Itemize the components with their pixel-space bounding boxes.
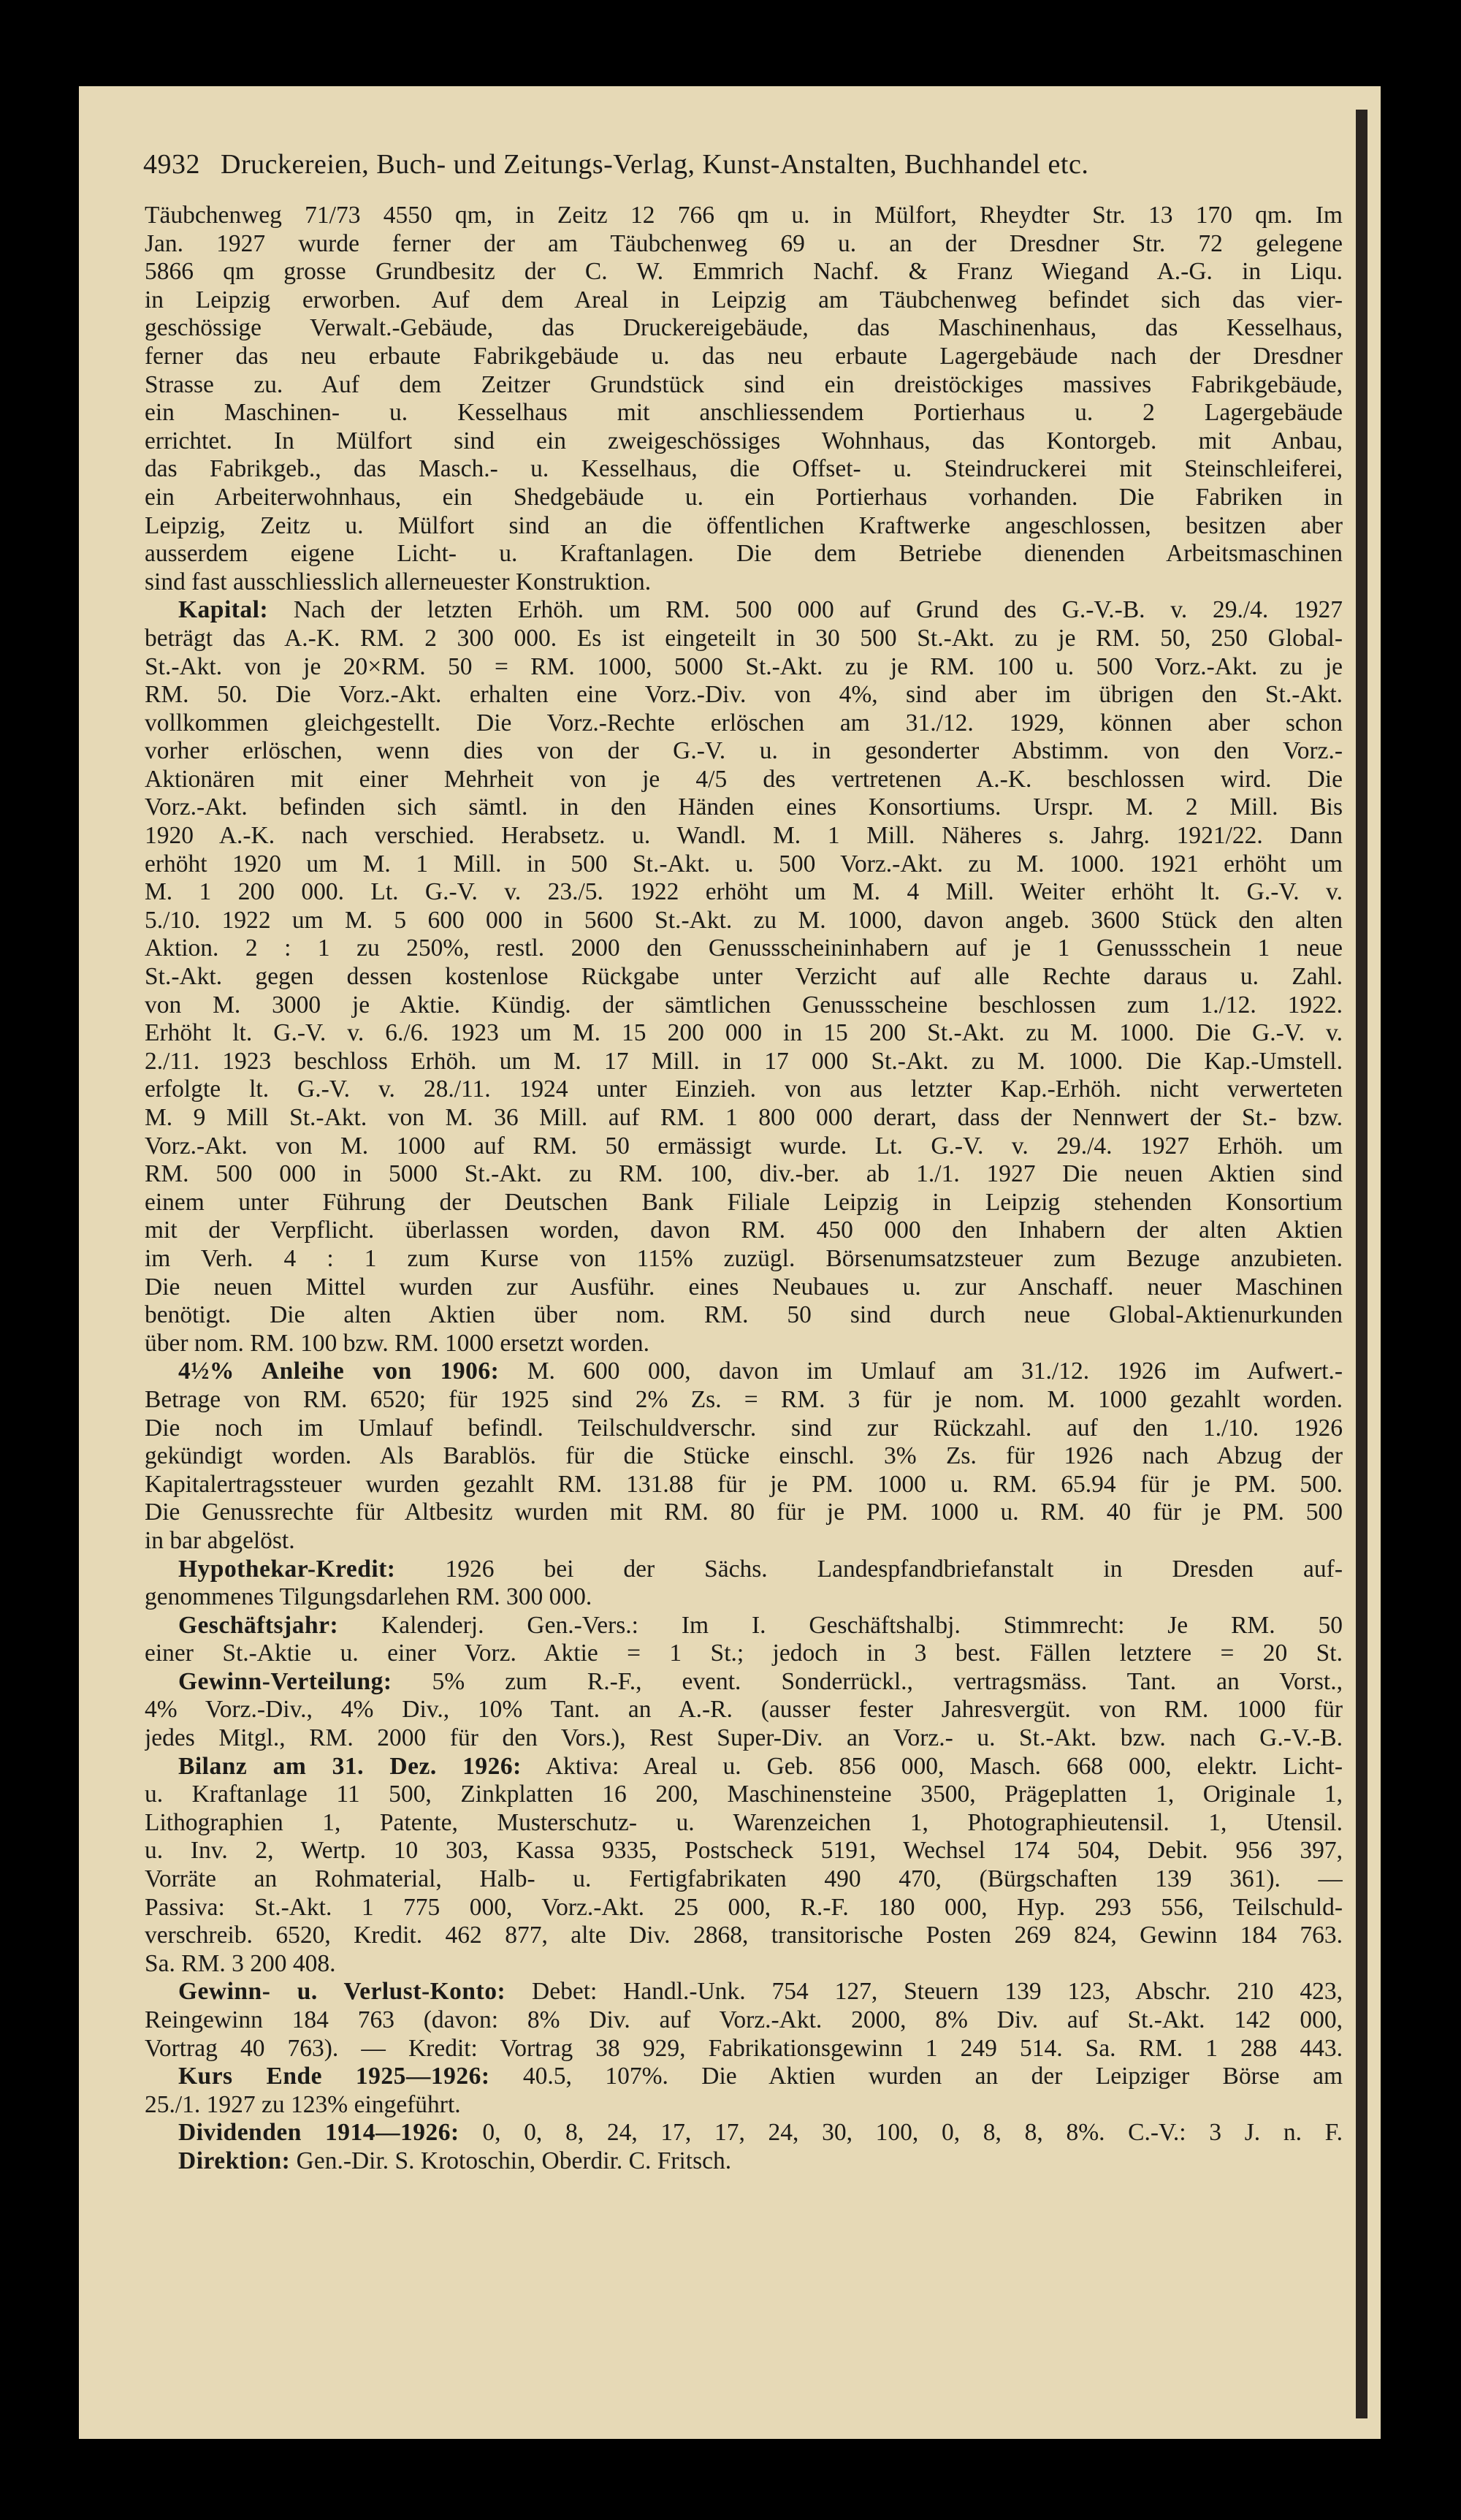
line-text: 5866 qm grosse Grundbesitz der C. W. Emmrich Nachf. & Franz Wiegand A.-G. in Liqu. [145, 258, 1343, 286]
line-text: über nom. RM. 100 bzw. RM. 1000 ersetzt worden. [145, 1329, 649, 1357]
text-line [145, 1809, 1343, 1838]
line-text: u. Inv. 2, Wertp. 10 303, Kassa 9335, Postscheck 5191, Wechsel 174 504, Debit. 956 397, [145, 1837, 1343, 1865]
text-line [145, 1668, 1343, 1697]
line-text: 1920 A.-K. nach verschied. Herabsetz. u. Wandl. M. 1 Mill. Näheres s. Jahrg. 1921/22. Dann [145, 822, 1343, 850]
line-text: vorher erlöschen, wenn dies von der G.-V. u. in gesonderter Abstimm. von den Vorz.- [145, 737, 1343, 765]
text-line [145, 1978, 1343, 2006]
line-text: einem unter Führung der Deutschen Bank Filiale Leipzig in Leipzig stehenden Konsortium [145, 1188, 1343, 1216]
line-text: 5./10. 1922 um M. 5 600 000 in 5600 St.-Akt. zu M. 1000, davon angeb. 3600 Stück den alten [145, 906, 1343, 934]
text-line [145, 1922, 1343, 1950]
section-heading: Geschäftsjahr: [178, 1611, 339, 1639]
line-text: Vortrag 40 763). — Kredit: Vortrag 38 929, Fabrikationsgewinn 1 249 514. Sa. RM. 1 288 443. [145, 2034, 1343, 2062]
line-text: Kapitalertragssteuer wurden gezahlt RM. 131.88 für je PM. 1000 u. RM. 65.94 für je PM. 500. [145, 1470, 1343, 1498]
text-line [145, 596, 1343, 625]
document-body [145, 202, 1343, 2176]
text-line [145, 625, 1343, 653]
line-text: Sa. RM. 3 200 408. [145, 1949, 336, 1977]
line-text: mit der Verpflicht. überlassen worden, davon RM. 450 000 den Inhabern der alten Aktien [145, 1217, 1343, 1244]
text-line [145, 1640, 1343, 1668]
page-header [143, 148, 1356, 180]
text-line [145, 1612, 1343, 1640]
text-line [145, 1415, 1343, 1443]
section-heading: 4½% Anleihe von 1906: [178, 1358, 500, 1385]
line-text: Leipzig, Zeitz u. Mülfort sind an die öffentlichen Kraftwerke angeschlossen, besitzen aber [145, 511, 1343, 539]
line-text: Reingewinn 184 763 (davon: 8% Div. auf Vorz.-Akt. 2000, 8% Div. auf St.-Akt. 142 000, [145, 2006, 1343, 2033]
text-line [145, 681, 1343, 709]
line-text: ferner das neu erbaute Fabrikgebäude u. das neu erbaute Lagergebäude nach der Dresdner [145, 342, 1343, 370]
text-line [145, 2091, 1343, 2120]
text-line [145, 1160, 1343, 1189]
text-line [145, 1527, 1343, 1556]
text-line [145, 2006, 1343, 2035]
text-line [145, 1386, 1343, 1415]
text-line [145, 1076, 1343, 1104]
line-text: Erhöht lt. G.-V. v. 6./6. 1923 um M. 15 200 000 in 15 200 St.-Akt. zu M. 1000. Die G.-V. v. [145, 1019, 1343, 1047]
text-line [145, 455, 1343, 484]
section-heading: Kapital: [178, 596, 269, 624]
text-line [145, 1019, 1343, 1048]
text-line [145, 286, 1343, 315]
text-line [145, 2119, 1343, 2147]
section-heading: Dividenden 1914—1926: [178, 2119, 459, 2147]
line-text: 5% zum R.-F., event. Sonderrückl., vertragsmäss. Tant. an Vorst., [392, 1667, 1343, 1695]
line-text: RM. 500 000 in 5000 St.-Akt. zu RM. 100, div.-ber. ab 1./1. 1927 Die neuen Aktien sind [145, 1160, 1343, 1188]
line-text: M. 9 Mill St.-Akt. von M. 36 Mill. auf RM. 1 800 000 derart, dass der Nennwert der St.- bzw. [145, 1104, 1343, 1131]
line-text: ausserdem eigene Licht- u. Kraftanlagen. Die dem Betriebe dienenden Arbeitsmaschinen [145, 540, 1343, 568]
line-text: Täubchenweg 71/73 4550 qm, in Zeitz 12 766 qm u. in Mülfort, Rheydter Str. 13 170 qm. Im [145, 202, 1343, 229]
line-text: genommenes Tilgungsdarlehen RM. 300 000. [145, 1583, 592, 1611]
text-line [145, 1104, 1343, 1133]
text-line [145, 399, 1343, 427]
text-line [145, 1358, 1343, 1386]
text-line [145, 907, 1343, 935]
line-text: Kalenderj. Gen.-Vers.: Im I. Geschäftshalbj. Stimmrecht: Je RM. 50 [338, 1611, 1343, 1639]
text-line [145, 991, 1343, 1020]
line-text: 4% Vorz.-Div., 4% Div., 10% Tant. an A.-R. (ausser fester Jahresvergüt. von RM. 1000 für [145, 1696, 1343, 1724]
line-text: 0, 0, 8, 24, 17, 17, 24, 30, 100, 0, 8, 8, 8%. C.-V.: 3 J. n. F. [459, 2119, 1343, 2147]
line-text: Aktiva: Areal u. Geb. 856 000, Masch. 668 000, elektr. Licht- [521, 1752, 1343, 1780]
section-heading: Bilanz am 31. Dez. 1926: [178, 1752, 522, 1780]
line-text: in Leipzig erworben. Auf dem Areal in Leipzig am Täubchenweg befindet sich das vier- [145, 286, 1343, 313]
line-text: erfolgte lt. G.-V. v. 28./11. 1924 unter Einzieh. von aus letzter Kap.-Erhöh. nicht verwerteten [145, 1076, 1343, 1103]
line-text: verschreib. 6520, Kredit. 462 877, alte Div. 2868, transitorische Posten 269 824, Gewinn 184 763. [145, 1922, 1343, 1949]
text-line [145, 1274, 1343, 1302]
text-line [145, 1330, 1343, 1358]
line-text: Betrage von RM. 6520; für 1925 sind 2% Zs. = RM. 3 für je nom. M. 1000 gezahlt worden. [145, 1385, 1343, 1413]
line-text: Nach der letzten Erhöh. um RM. 500 000 auf Grund des G.-V.-B. v. 29./4. 1927 [268, 596, 1343, 624]
text-line [145, 850, 1343, 879]
text-line [145, 963, 1343, 991]
line-text: St.-Akt. gegen dessen kostenlose Rückgabe unter Verzicht auf alle Rechte daraus u. Zahl. [145, 963, 1343, 991]
text-line [145, 653, 1343, 682]
line-text: Die noch im Umlauf befindl. Teilschuldverschr. sind zur Rückzahl. auf den 1./10. 1926 [145, 1414, 1343, 1442]
section-heading: Gewinn- u. Verlust-Konto: [178, 1978, 506, 2006]
book-spine [1356, 110, 1367, 2418]
line-text: Lithographien 1, Patente, Musterschutz- u. Warenzeichen 1, Photographieutensil. 1, Utensil. [145, 1808, 1343, 1836]
text-line [145, 540, 1343, 568]
line-text: Jan. 1927 wurde ferner der am Täubchenweg 69 u. an der Dresdner Str. 72 gelegene [145, 229, 1343, 257]
line-text: Die Genussrechte für Altbesitz wurden mit RM. 80 für je PM. 1000 u. RM. 40 für je PM. 500 [145, 1499, 1343, 1526]
text-line [145, 1724, 1343, 1753]
text-line [145, 1471, 1343, 1499]
line-text: benötigt. Die alten Aktien über nom. RM. 50 sind durch neue Global-Aktienurkunden [145, 1301, 1343, 1329]
text-line [145, 427, 1343, 456]
text-line [145, 1217, 1343, 1245]
line-text: in bar abgelöst. [145, 1526, 295, 1554]
line-text: Vorz.-Akt. von M. 1000 auf RM. 50 ermässigt wurde. Lt. G.-V. v. 29./4. 1927 Erhöh. um [145, 1132, 1343, 1160]
line-text: errichtet. In Mülfort sind ein zweigeschössiges Wohnhaus, das Kontorgeb. mit Anbau, [145, 427, 1343, 454]
text-line [145, 202, 1343, 230]
line-text: von M. 3000 je Aktie. Kündig. der sämtlichen Genussscheine beschlossen zum 1./12. 1922. [145, 991, 1343, 1019]
line-text: ein Arbeiterwohnhaus, ein Shedgebäude u. ein Portierhaus vorhanden. Die Fabriken in [145, 483, 1343, 511]
section-heading: Hypothekar-Kredit: [178, 1555, 396, 1583]
text-line [145, 1556, 1343, 1584]
line-text: Vorz.-Akt. befinden sich sämtl. in den Händen eines Konsortiums. Urspr. M. 2 Mill. Bis [145, 793, 1343, 821]
line-text: beträgt das A.-K. RM. 2 300 000. Es ist eingeteilt in 30 500 St.-Akt. zu je RM. 50, 250 Global- [145, 624, 1343, 652]
text-line [145, 230, 1343, 259]
text-line [145, 314, 1343, 343]
text-line [145, 258, 1343, 286]
text-line [145, 568, 1343, 597]
text-line [145, 1048, 1343, 1076]
text-line [145, 1499, 1343, 1527]
line-text: 1926 bei der Sächs. Landespfandbriefanstalt in Dresden auf- [395, 1555, 1343, 1583]
text-line [145, 878, 1343, 907]
line-text: Die neuen Mittel wurden zur Ausführ. eines Neubaues u. zur Anschaff. neuer Maschinen [145, 1273, 1343, 1301]
header-title: Druckereien, Buch- und Zeitungs-Verlag, Kunst-Anstalten, Buchhandel etc. [221, 149, 1089, 180]
text-line [145, 766, 1343, 794]
line-text: erhöht 1920 um M. 1 Mill. in 500 St.-Akt. u. 500 Vorz.-Akt. zu M. 1000. 1921 erhöht um [145, 850, 1343, 878]
line-text: ein Maschinen- u. Kesselhaus mit anschliessendem Portierhaus u. 2 Lagergebäude [145, 399, 1343, 427]
text-line [145, 793, 1343, 822]
line-text: M. 600 000, davon im Umlauf am 31./12. 1926 im Aufwert.- [499, 1358, 1343, 1385]
text-line [145, 343, 1343, 371]
line-text: M. 1 200 000. Lt. G.-V. v. 23./5. 1922 erhöht um M. 4 Mill. Weiter erhöht lt. G.-V. v. [145, 878, 1343, 906]
page-number: 4932 [143, 149, 200, 180]
line-text: RM. 50. Die Vorz.-Akt. erhalten eine Vorz.-Div. von 4%, sind aber im übrigen den St.-Akt. [145, 681, 1343, 709]
line-text: St.-Akt. von je 20×RM. 50 = RM. 1000, 5000 St.-Akt. zu je RM. 100 u. 500 Vorz.-Akt. zu je [145, 652, 1343, 680]
text-line [145, 2035, 1343, 2063]
text-line [145, 1442, 1343, 1471]
text-line [145, 1245, 1343, 1274]
section-heading: Direktion: [178, 2147, 291, 2174]
line-text: Gen.-Dir. S. Krotoschin, Oberdir. C. Fritsch. [290, 2147, 732, 2174]
line-text: einer St.-Aktie u. einer Vorz. Aktie = 1 St.; jedoch in 3 best. Fällen letztere = 20 St. [145, 1640, 1343, 1667]
line-text: vollkommen gleichgestellt. Die Vorz.-Rechte erlöschen am 31./12. 1929, können aber schon [145, 709, 1343, 736]
text-line [145, 1950, 1343, 1979]
text-line [145, 1133, 1343, 1161]
text-line [145, 1894, 1343, 1922]
line-text: das Fabrikgeb., das Masch.- u. Kesselhaus, die Offset- u. Steindruckerei mit Steinschleiferei, [145, 455, 1343, 483]
text-line [145, 2147, 1343, 2176]
text-line [145, 1781, 1343, 1809]
line-text: geschössige Verwalt.-Gebäude, das Druckereigebäude, das Maschinenhaus, das Kesselhaus, [145, 314, 1343, 342]
text-line [145, 1865, 1343, 1894]
line-text: im Verh. 4 : 1 zum Kurse von 115% zuzügl. Börsenumsatzsteuer zum Bezuge anzubieten. [145, 1244, 1343, 1272]
text-line [145, 1189, 1343, 1217]
text-line [145, 1696, 1343, 1724]
text-line [145, 709, 1343, 738]
text-line [145, 1583, 1343, 1612]
line-text: Passiva: St.-Akt. 1 775 000, Vorz.-Akt. 25 000, R.-F. 180 000, Hyp. 293 556, Teilschuld- [145, 1893, 1343, 1921]
line-text: 25./1. 1927 zu 123% eingeführt. [145, 2090, 461, 2118]
line-text: Debet: Handl.-Unk. 754 127, Steuern 139 123, Abschr. 210 423, [506, 1978, 1343, 2006]
text-line [145, 1837, 1343, 1865]
line-text: 40.5, 107%. Die Aktien wurden an der Leipziger Börse am [489, 2063, 1343, 2090]
text-line [145, 1753, 1343, 1781]
section-heading: Gewinn-Verteilung: [178, 1667, 392, 1695]
section-heading: Kurs Ende 1925—1926: [178, 2063, 490, 2090]
text-line [145, 484, 1343, 512]
line-text: sind fast ausschliesslich allerneuester Konstruktion. [145, 568, 652, 595]
line-text: Aktionären mit einer Mehrheit von je 4/5 des vertretenen A.-K. beschlossen wird. Die [145, 765, 1343, 793]
document-page [79, 86, 1381, 2439]
line-text: 2./11. 1923 beschloss Erhöh. um M. 17 Mill. in 17 000 St.-Akt. zu M. 1000. Die Kap.-Umstell. [145, 1047, 1343, 1075]
line-text: Aktion. 2 : 1 zu 250%, restl. 2000 den Genussscheininhabern auf je 1 Genussschein 1 neue [145, 934, 1343, 962]
text-line [145, 1301, 1343, 1330]
text-line [145, 512, 1343, 541]
text-line [145, 934, 1343, 963]
line-text: jedes Mitgl., RM. 2000 für den Vors.), Rest Super-Div. an Vorz.- u. St.-Akt. bzw. nach G.-V.-B. [145, 1724, 1343, 1752]
line-text: u. Kraftanlage 11 500, Zinkplatten 16 200, Maschinensteine 3500, Prägeplatten 1, Originale 1, [145, 1781, 1343, 1808]
line-text: gekündigt worden. Als Barablös. für die Stücke einschl. 3% Zs. für 1926 nach Abzug der [145, 1442, 1343, 1470]
text-line [145, 822, 1343, 850]
text-line [145, 737, 1343, 766]
line-text: Vorräte an Rohmaterial, Halb- u. Fertigfabrikaten 490 470, (Bürgschaften 139 361). — [145, 1865, 1343, 1893]
text-line [145, 371, 1343, 400]
text-line [145, 2063, 1343, 2091]
line-text: Strasse zu. Auf dem Zeitzer Grundstück sind ein dreistöckiges massives Fabrikgebäude, [145, 370, 1343, 398]
